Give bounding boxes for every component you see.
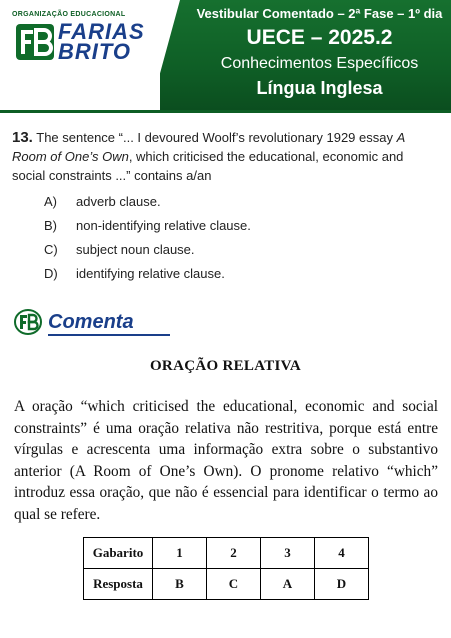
answer-cell: C — [207, 569, 261, 600]
logo-farias: FARIAS — [58, 19, 145, 44]
question-text — [12, 128, 440, 185]
option-c — [44, 238, 251, 262]
option-text: non-identifying relative clause. — [76, 218, 251, 233]
commentary-body: A oração “which criticised the educational, economic and social constraints” é uma oração relativa não restritiva, porque está entre vírgulas e acrescenta uma informação extra sobre o substantivo anterior (A Room of One’s Own). O pronome relativo “which” introduz essa oração, que não é essencial para identificar o termo ao qual se refere. — [14, 398, 438, 523]
resposta-label: Resposta — [84, 569, 153, 600]
option-letter: A) — [44, 194, 57, 209]
exam-subject: Língua Inglesa — [256, 78, 383, 98]
question-number-cell: 4 — [315, 538, 369, 569]
option-a — [44, 190, 251, 214]
farias-brito-logo — [6, 6, 151, 66]
answer-cell: B — [153, 569, 207, 600]
answer-key-table — [83, 537, 369, 600]
question-number: 13. — [12, 129, 33, 146]
comenta-label: Comenta — [48, 311, 134, 333]
fb-comenta-icon — [14, 309, 42, 335]
question-text-italic: A Room of One’s Own — [12, 130, 405, 164]
answer-cell: A — [261, 569, 315, 600]
comenta-underline — [48, 334, 170, 336]
table-row — [84, 538, 369, 569]
answer-cell: D — [315, 569, 369, 600]
table-row — [84, 569, 369, 600]
comenta-heading — [14, 307, 164, 337]
option-letter: D) — [44, 266, 58, 281]
fb-logo-icon — [16, 24, 54, 60]
question-text-part-a: The sentence “... I devoured Woolf’s revolutionary 1929 essay — [36, 130, 397, 145]
option-b — [44, 214, 251, 238]
question-number-cell: 3 — [261, 538, 315, 569]
header-wedge — [150, 0, 180, 110]
option-text: subject noun clause. — [76, 242, 195, 257]
option-d — [44, 262, 251, 286]
option-letter: C) — [44, 242, 58, 257]
option-text: adverb clause. — [76, 194, 161, 209]
gabarito-label: Gabarito — [84, 538, 153, 569]
exam-section: Conhecimentos Específicos — [220, 55, 419, 72]
exam-title: Vestibular Comentado – 2ª Fase – 1º dia — [196, 6, 443, 21]
question-number-cell: 1 — [153, 538, 207, 569]
option-text: identifying relative clause. — [76, 266, 225, 281]
exam-edition: UECE – 2025.2 — [246, 26, 393, 49]
logo-org-label: ORGANIZAÇÃO EDUCACIONAL — [12, 11, 126, 18]
logo-brito: BRITO — [58, 39, 132, 64]
commentary-title: ORAÇÃO RELATIVA — [149, 358, 302, 374]
answer-options — [44, 190, 251, 286]
header-divider — [0, 110, 451, 113]
header — [0, 0, 451, 110]
question-text-part-b: , which criticised the educational, economic and social constraints ...” contains a/an — [12, 149, 404, 183]
question-number-cell: 2 — [207, 538, 261, 569]
option-letter: B) — [44, 218, 57, 233]
